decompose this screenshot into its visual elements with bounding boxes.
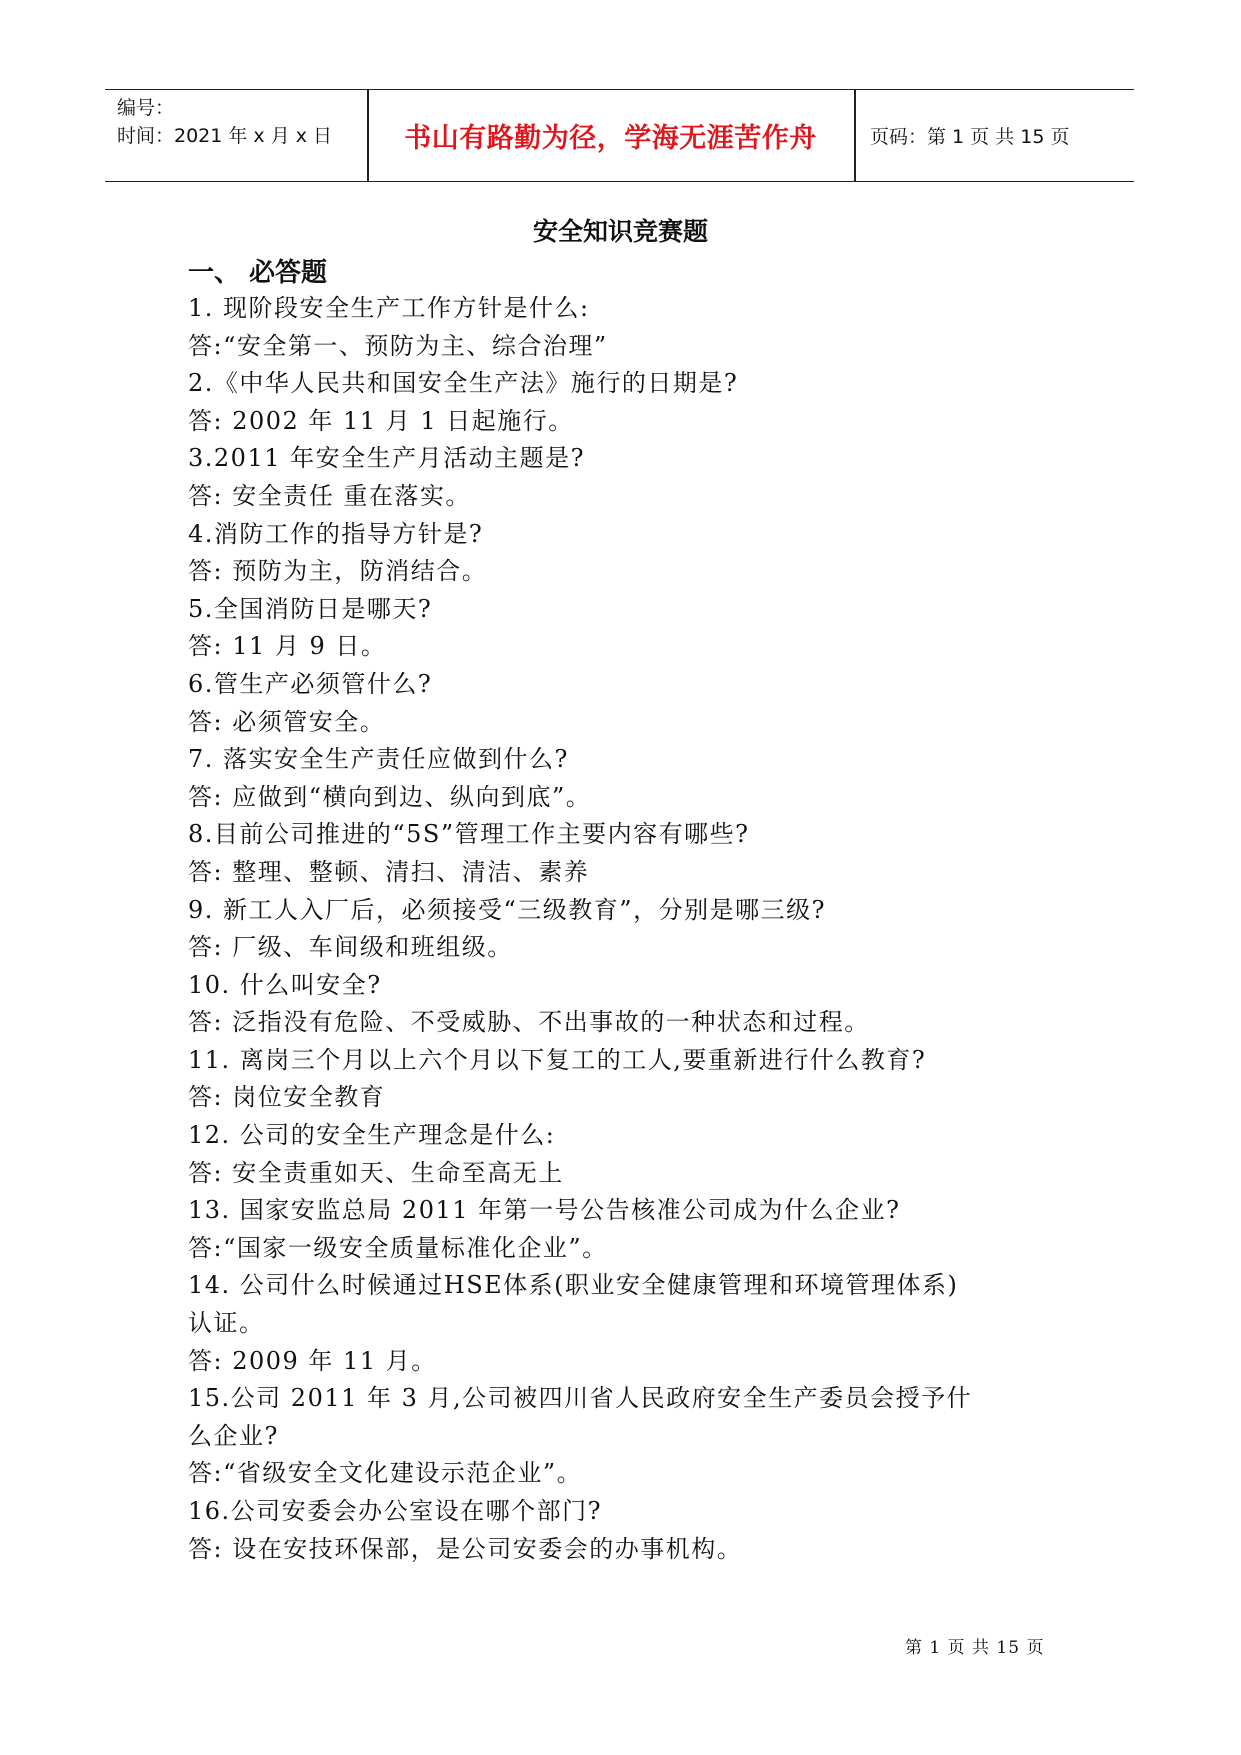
page-header [105, 89, 1134, 182]
document-number-label: 编号： [117, 97, 175, 119]
section-heading: 一、 必答题 [188, 258, 328, 288]
question-line: 9. 新工人入厂后，必须接受“三级教育”，分别是哪三级? [188, 895, 826, 924]
question-line: 7. 落实安全生产责任应做到什么? [188, 745, 569, 774]
answer-line: 答: 泛指没有危险、不受威胁、不出事故的一种状态和过程。 [188, 1008, 870, 1037]
answer-line: 答:“省级安全文化建设示范企业”。 [188, 1459, 583, 1488]
question-line: 16.公司安委会办公室设在哪个部门? [188, 1497, 603, 1525]
page-footer: 第 1 页 共 15 页 [905, 1638, 1045, 1658]
answer-line: 答: 2002 年 11 月 1 日起施行。 [188, 406, 574, 435]
answer-line: 答: 设在安技环保部，是公司安委会的办事机构。 [188, 1534, 743, 1563]
answer-line: 答: 应做到“横向到边、纵向到底”。 [188, 782, 592, 811]
question-line: 10. 什么叫安全? [188, 970, 382, 999]
question-line: 认证。 [188, 1309, 265, 1338]
answer-line: 答:“安全第一、预防为主、综合治理” [188, 331, 608, 360]
question-line: 11. 离岗三个月以上六个月以下复工的工人,要重新进行什么教育? [188, 1045, 927, 1074]
question-line: 6.管生产必须管什么? [188, 669, 433, 698]
question-line: 1. 现阶段安全生产工作方针是什么: [188, 294, 590, 322]
answer-line: 答: 11 月 9 日。 [188, 632, 387, 661]
question-line: 4.消防工作的指导方针是? [188, 519, 484, 548]
header-page-number: 页码：第 1 页 共 15 页 [870, 126, 1070, 148]
question-list [188, 290, 1068, 1568]
question-line: 13. 国家安监总局 2011 年第一号公告核准公司成为什么企业? [188, 1196, 901, 1225]
document-title: 安全知识竞赛题 [532, 217, 708, 246]
header-divider [854, 90, 856, 181]
question-line: 么企业? [188, 1421, 279, 1450]
document-time-label: 时间：2021 年 x 月 x 日 [117, 125, 333, 147]
answer-line: 答: 岗位安全教育 [188, 1083, 386, 1112]
question-line: 12. 公司的安全生产理念是什么: [188, 1121, 556, 1150]
answer-line: 答: 安全责任 重在落实。 [188, 481, 471, 510]
question-line: 5.全国消防日是哪天? [188, 594, 433, 623]
question-line: 8.目前公司推进的“5S”管理工作主要内容有哪些? [188, 820, 750, 849]
answer-line: 答: 安全责重如天、生命至高无上 [188, 1158, 564, 1187]
question-line: 2.《中华人民共和国安全生产法》施行的日期是? [188, 369, 739, 398]
answer-line: 答: 预防为主，防消结合。 [188, 557, 488, 586]
question-line: 14. 公司什么时候通过HSE体系(职业安全健康管理和环境管理体系) [188, 1271, 959, 1300]
answer-line: 答: 整理、整顿、清扫、清洁、素养 [188, 857, 590, 886]
answer-line: 答:“国家一级安全质量标准化企业”。 [188, 1233, 608, 1262]
header-motto: 书山有路勤为径，学海无涯苦作舟 [404, 123, 817, 154]
question-line: 3.2011 年安全生产月活动主题是? [188, 444, 585, 473]
answer-line: 答: 必须管安全。 [188, 707, 386, 736]
header-meta [117, 94, 332, 150]
answer-line: 答: 2009 年 11 月。 [188, 1346, 437, 1375]
answer-line: 答: 厂级、车间级和班组级。 [188, 933, 513, 962]
question-line: 15.公司 2011 年 3 月,公司被四川省人民政府安全生产委员会授予什 [188, 1384, 973, 1413]
